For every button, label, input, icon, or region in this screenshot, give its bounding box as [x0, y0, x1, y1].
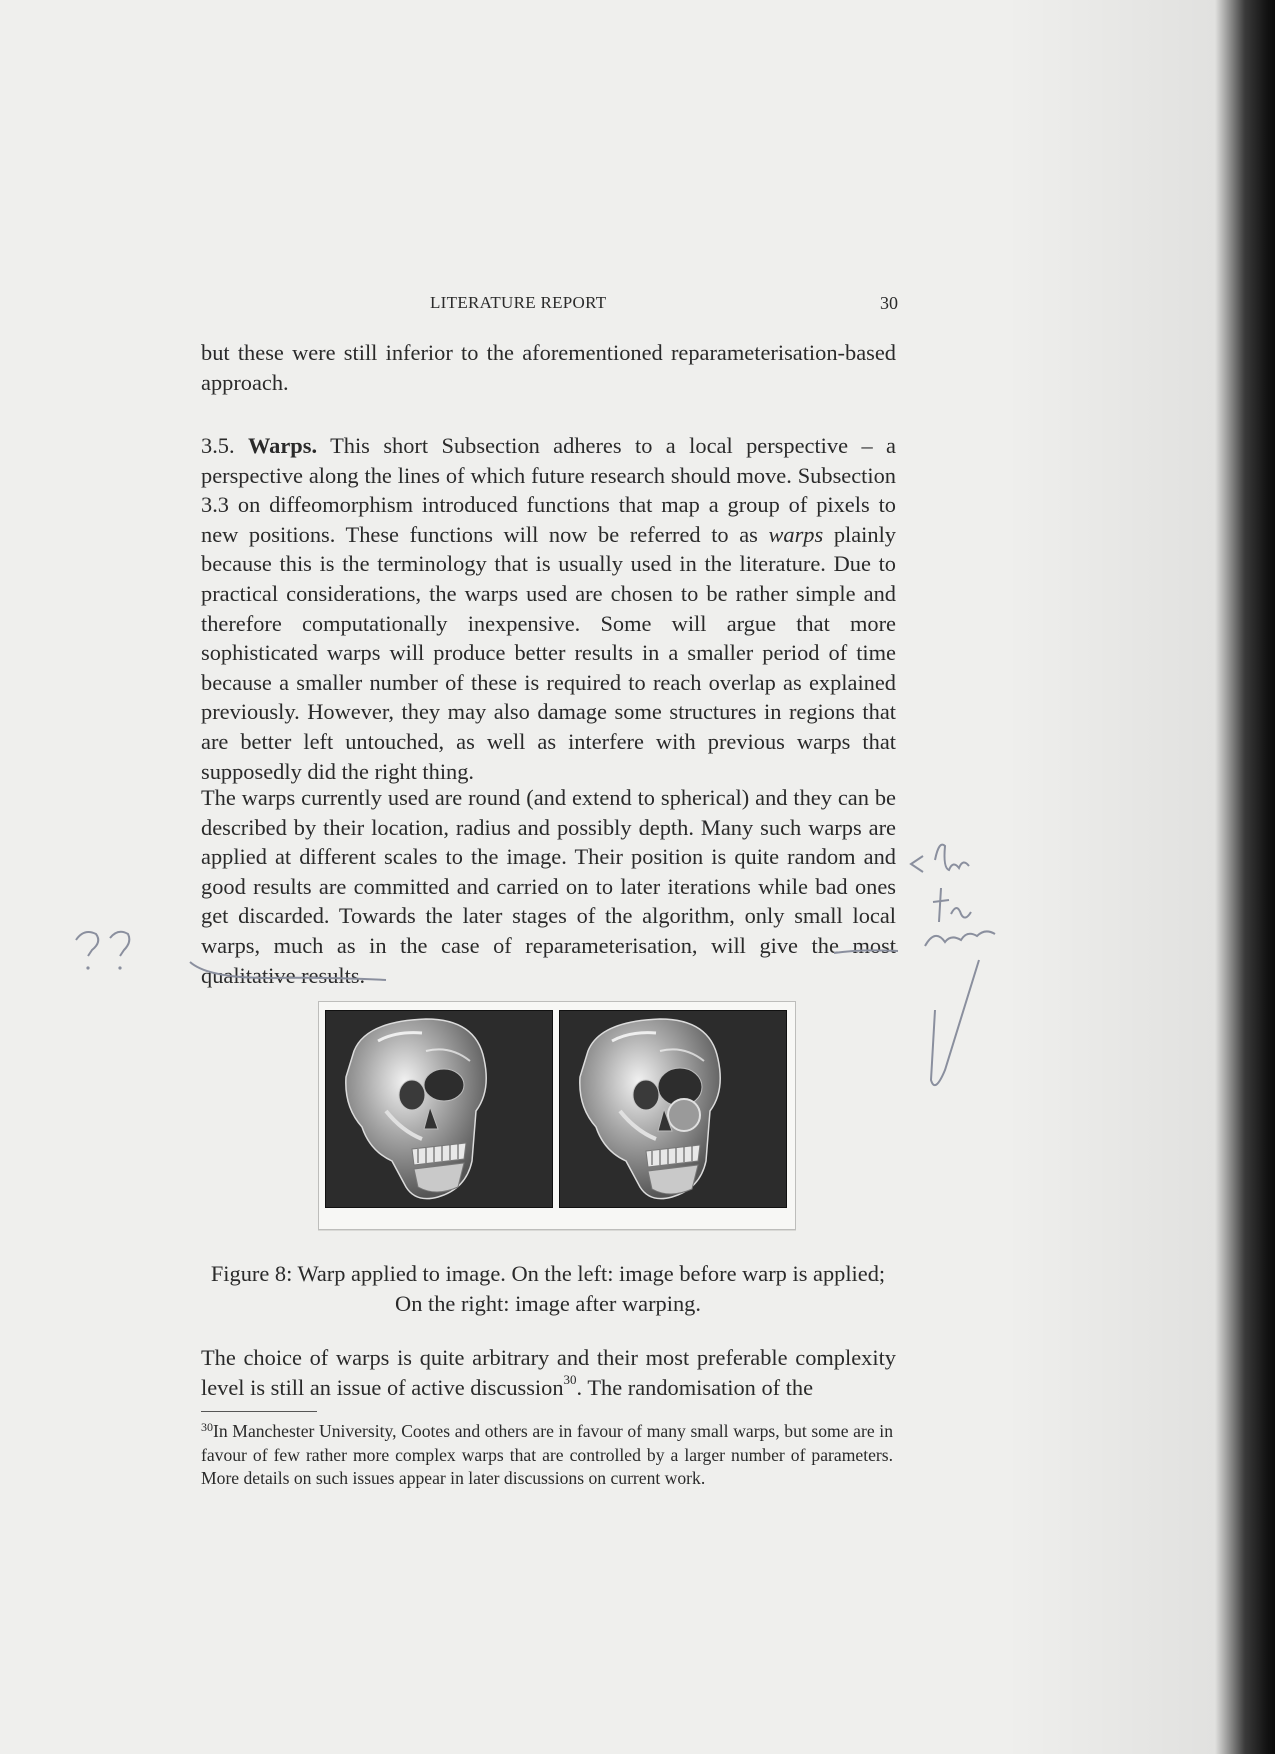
handwritten-margin-notes [905, 810, 1010, 1100]
footnote-text: In Manchester University, Cootes and others are in favour of many small warps, but some are in favour of few rather more complex warps that are controlled by a larger number of parameters. More details on such issues appear in later discussions on current work. [201, 1421, 893, 1488]
book-spine-shadow [1005, 0, 1275, 1754]
paragraph-choice-end: . The randomisation of the [576, 1374, 814, 1400]
paragraph-text: but these were still inferior to the aforementioned reparameterisation-based approach. [201, 340, 896, 395]
section-emphasis: warps [768, 521, 824, 547]
section-title: Warps. [248, 433, 318, 458]
paragraph-choice-text: The choice of warps is quite arbitrary and their most preferable complexity level is still an issue of active discussion [201, 1345, 896, 1400]
paragraph-warps-current [201, 783, 896, 990]
page-number: 30 [880, 293, 898, 313]
paragraph-choice-of-warps [201, 1343, 896, 1402]
section-paragraph [201, 431, 896, 786]
footnote-rule [201, 1411, 317, 1412]
handwritten-question-marks [70, 926, 160, 976]
section-warps [201, 431, 896, 786]
section-text-part1: This short Subsection adheres to a local perspective – a perspective along the lines of which future research should move. Subsection 3.3 on diffeomorphism introduced functions that map a group of pixels to new positions. These functions will now be referred to as [201, 433, 896, 547]
section-text-part2: plainly because this is the terminology that is usually used in the literature. Due to practical considerations, the warps used are chosen to be rather simple and therefore computationally inexpensive. Some will argue that more sophisticated warps will produce better results in a smaller period of time because a smaller number of these is required to reach overlap as explained previously. However, they may also damage some structures in regions that are better left untouched, as well as interfere with previous warps that supposedly did the right thing. [201, 521, 896, 784]
footnote-30 [201, 1420, 893, 1489]
skull-image-after-warp [559, 1010, 787, 1208]
section-number: 3.5. [201, 433, 235, 458]
paragraph-text [201, 1343, 896, 1402]
skull-image-before-warp [325, 1010, 553, 1208]
figure-8 [318, 1001, 796, 1230]
footnote-reference: 30 [563, 1372, 577, 1388]
paragraph-text: The warps currently used are round (and extend to spherical) and they can be described by their location, radius and possibly depth. Many such warps are applied at different scales to the image. Their position is quite random and good results are committed and carried on to later iterations while bad ones get discarded. Towards the later stages of the algorithm, only small local warps, much as in the case of reparameterisation, will give the most qualitative results. [201, 785, 896, 988]
running-header [0, 293, 1275, 317]
paragraph-continued [201, 338, 896, 397]
footnote-mark: 30 [201, 1420, 213, 1434]
figure-caption: Figure 8: Warp applied to image. On the left: image before warp is applied; On the right: image after warping. [210, 1261, 886, 1316]
running-title: LITERATURE REPORT [430, 293, 607, 312]
